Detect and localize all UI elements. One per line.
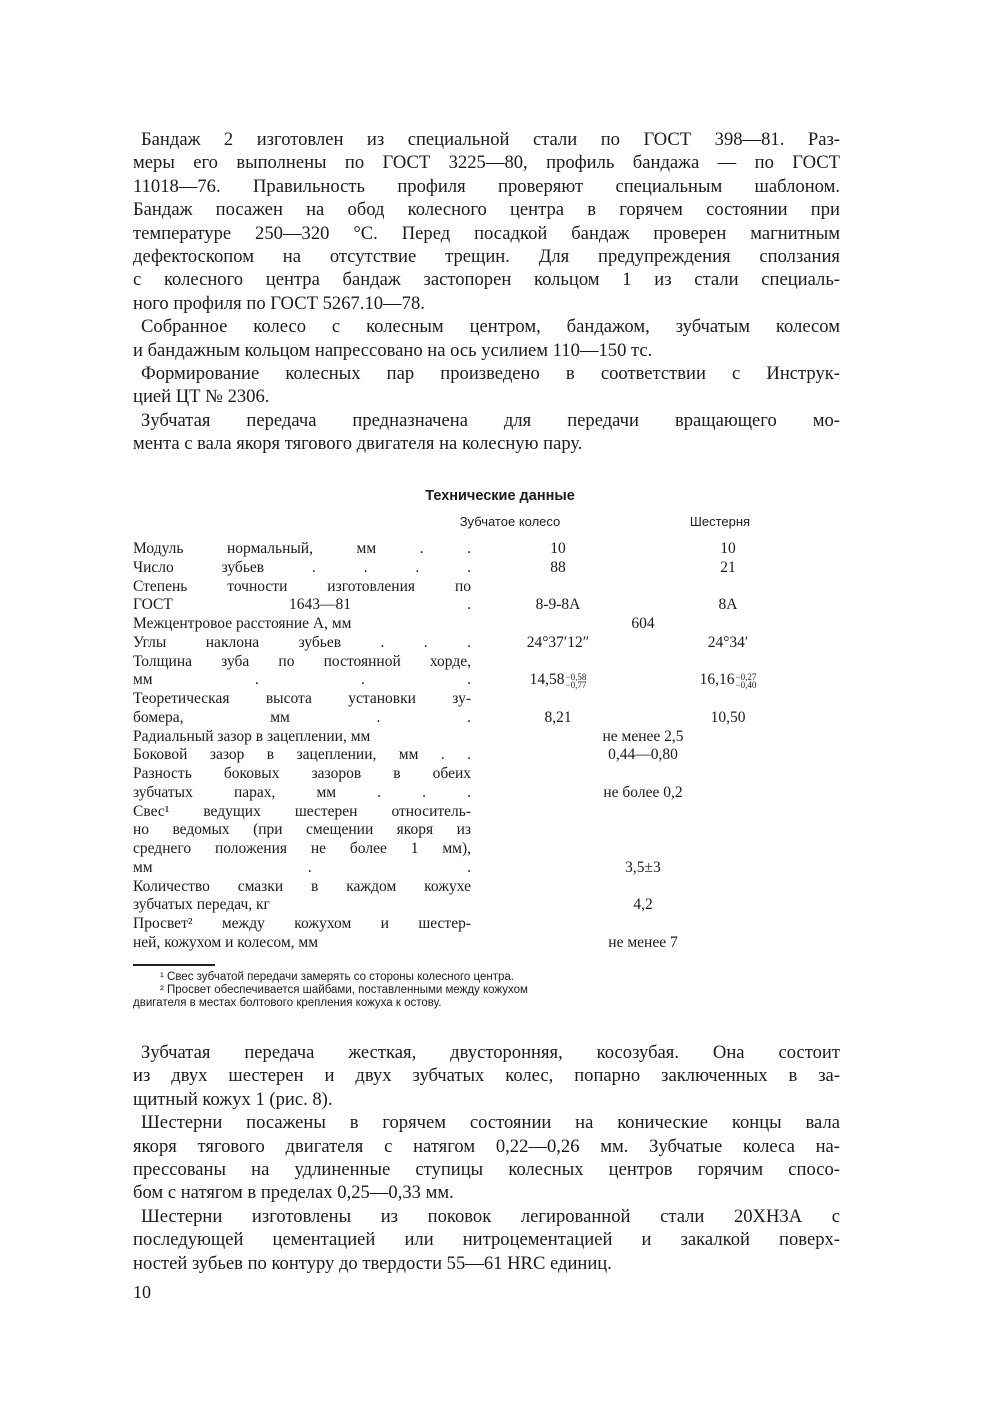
row-label: Степень точности изготовления по — [133, 577, 471, 595]
text-line: Зубчатая передача предназначена для передачи вращающего мо- — [141, 409, 840, 431]
value-text: 24°37′12″ — [526, 633, 590, 651]
table-row — [133, 690, 783, 728]
value-text: 8-9-8А — [535, 596, 581, 614]
lower-deviation: −0,40 — [735, 679, 757, 690]
text-line: с колесного центра бандаж застопорен кольцом 1 из стали специаль- — [133, 269, 840, 291]
lower-deviation: −0,77 — [565, 679, 587, 690]
upper-deviation: −0,27 — [735, 671, 757, 682]
value-text: 0,44—0,80 — [608, 746, 678, 764]
column-header-gear-wheel: Зубчатое колесо — [459, 514, 561, 529]
text-line: щитный кожух 1 (рис. 8). — [133, 1088, 333, 1110]
merged-value — [543, 896, 743, 915]
value-text: 10,50 — [710, 708, 746, 726]
merged-value — [543, 934, 743, 953]
value-text: 88 — [550, 558, 566, 576]
page-number: 10 — [133, 1282, 151, 1302]
table-row — [133, 578, 783, 616]
table-row — [133, 559, 783, 578]
text-line: якоря тягового двигателя с натягом 0,22—0,26 мм. Зубчатые колеса на- — [133, 1135, 840, 1157]
row-label: зубчатых передач, кг — [133, 896, 270, 914]
table-title: Технические данные — [425, 488, 575, 504]
bottom-text — [133, 1041, 840, 1275]
gear-wheel-value — [508, 709, 608, 728]
row-label: Толщина зуба по постоянной хорде, — [133, 652, 471, 670]
table-row — [133, 653, 783, 691]
table-row — [133, 746, 783, 765]
value-text: не более 0,2 — [603, 783, 683, 801]
pinion-value — [678, 596, 778, 615]
row-label: Радиальный зазор в зацеплении, мм — [133, 727, 371, 745]
table-row — [133, 765, 783, 803]
footnote-divider — [133, 964, 215, 966]
text-line: прессованы на удлиненные ступицы колесных центров горячим спосо- — [133, 1158, 840, 1180]
tolerance — [736, 673, 757, 689]
value-text: 604 — [631, 615, 655, 632]
value-text: 14,58 — [529, 671, 565, 689]
row-label: Число зубьев . . . . — [133, 558, 471, 576]
gear-wheel-value — [508, 634, 608, 653]
footnote-2-continued: двигателя в местах болтового крепления кожуха к остову. — [133, 997, 442, 1009]
row-label: Разность боковых зазоров в обеих — [133, 765, 471, 782]
merged-value — [543, 859, 743, 878]
column-header-pinion: Шестерня — [689, 514, 751, 529]
paragraph — [133, 128, 840, 315]
paragraph — [133, 1041, 840, 1111]
row-label: среднего положения не более 1 мм), — [133, 840, 471, 857]
pinion-value — [678, 559, 778, 578]
row-label: Модуль нормальный, мм . . — [133, 540, 471, 557]
top-text — [133, 128, 840, 455]
table-row — [133, 615, 783, 634]
table-row — [133, 878, 783, 916]
row-label: Просвет² между кожухом и шестер- — [133, 915, 471, 932]
text-line: бом с натягом в пределах 0,25—0,33 мм. — [133, 1182, 454, 1204]
text-line: мента с вала якоря тягового двигателя на колесную пару. — [133, 433, 583, 455]
pinion-value — [678, 709, 778, 728]
row-label: но ведомых (при смещении якоря из — [133, 821, 471, 839]
merged-value — [543, 615, 743, 634]
pinion-value — [678, 634, 778, 653]
row-label: Боковой зазор в зацеплении, мм . . — [133, 746, 471, 764]
gear-wheel-value — [508, 671, 608, 690]
pinion-value — [678, 540, 778, 559]
merged-value — [543, 784, 743, 803]
upper-deviation: −0,58 — [565, 671, 587, 682]
table-row — [133, 803, 783, 878]
footnote-2: ² Просвет обеспечивается шайбами, поставленными между кожухом — [160, 984, 528, 996]
paragraph — [133, 1111, 840, 1205]
row-label: мм . . — [133, 858, 471, 876]
table-row — [133, 634, 783, 653]
technical-data-table — [133, 540, 783, 953]
text-line: дефектоскопом на отсутствие трещин. Для предупреждения сползания — [133, 245, 840, 267]
row-label: Межцентровое расстояние А, мм — [133, 615, 352, 632]
text-line: и бандажным кольцом напрессовано на ось усилием 110—150 тс. — [133, 339, 653, 361]
merged-value — [543, 746, 743, 765]
row-label: Свес¹ ведущих шестерен относитель- — [133, 802, 471, 820]
value-text: 8А — [718, 596, 738, 614]
table-row — [133, 540, 783, 559]
text-line: Бандаж 2 изготовлен из специальной стали по ГОСТ 398—81. Раз- — [141, 129, 840, 150]
gear-wheel-value — [508, 596, 608, 615]
text-line: температуре 250—320 °С. Перед посадкой бандаж проверен магнитным — [133, 222, 840, 244]
value-text: 24°34′ — [707, 633, 749, 651]
text-line: Шестерни посажены в горячем состоянии на конические концы вала — [141, 1112, 840, 1134]
footnote-1: ¹ Свес зубчатой передачи замерять со стороны колесного центра. — [160, 971, 514, 983]
text-line: Зубчатая передача жесткая, двусторонняя, косозубая. Она состоит — [141, 1042, 840, 1063]
row-label: ней, кожухом и колесом, мм — [133, 933, 319, 951]
value-text: 3,5±3 — [625, 858, 661, 876]
gear-wheel-value — [508, 540, 608, 559]
table-row — [133, 915, 783, 953]
tolerance — [566, 673, 587, 689]
pinion-value — [678, 671, 778, 690]
text-line: 11018—76. Правильность профиля проверяют специальным шаблоном. — [133, 175, 840, 197]
row-label: мм . . . — [133, 671, 471, 689]
value-text: не менее 2,5 — [602, 727, 684, 745]
paragraph — [133, 409, 840, 456]
value-text: 10 — [720, 540, 736, 557]
text-line: ностей зубьев по контуру до твердости 55—61 HRC единиц. — [133, 1252, 612, 1274]
row-label: зубчатых парах, мм . . . — [133, 783, 471, 801]
value-text: 10 — [550, 540, 566, 557]
paragraph — [133, 1205, 840, 1275]
table-row — [133, 728, 783, 747]
value-text: 16,16 — [699, 671, 735, 689]
text-line: Формирование колесных пар произведено в соответствии с Инструк- — [141, 362, 840, 384]
row-label: бомера, мм . . — [133, 708, 471, 726]
text-line: Собранное колесо с колесным центром, бандажом, зубчатым колесом — [141, 316, 840, 338]
row-label: Углы наклона зубьев . . . — [133, 633, 471, 651]
text-line: Бандаж посажен на обод колесного центра в горячем состоянии при — [133, 199, 840, 221]
text-line: из двух шестерен и двух зубчатых колес, попарно заключенных в за- — [133, 1065, 840, 1087]
text-line: цией ЦТ № 2306. — [133, 386, 270, 408]
text-line: последующей цементацией или нитроцементацией и закалкой поверх- — [133, 1229, 840, 1251]
value-text: 4,2 — [633, 896, 653, 914]
value-text: не менее 7 — [608, 933, 678, 951]
value-text: 8,21 — [544, 708, 572, 726]
paragraph — [133, 315, 840, 362]
merged-value — [543, 728, 743, 747]
text-line: ного профиля по ГОСТ 5267.10—78. — [133, 292, 425, 314]
value-text: 21 — [720, 558, 736, 576]
text-line: меры его выполнены по ГОСТ 3225—80, профиль бандажа — по ГОСТ — [133, 152, 840, 174]
row-label: ГОСТ 1643—81 . — [133, 596, 471, 614]
text-line: Шестерни изготовлены из поковок легированной стали 20ХН3А с — [141, 1205, 840, 1227]
row-label: Теоретическая высота установки зу- — [133, 690, 471, 707]
paragraph — [133, 362, 840, 409]
row-label: Количество смазки в каждом кожухе — [133, 877, 471, 895]
gear-wheel-value — [508, 559, 608, 578]
